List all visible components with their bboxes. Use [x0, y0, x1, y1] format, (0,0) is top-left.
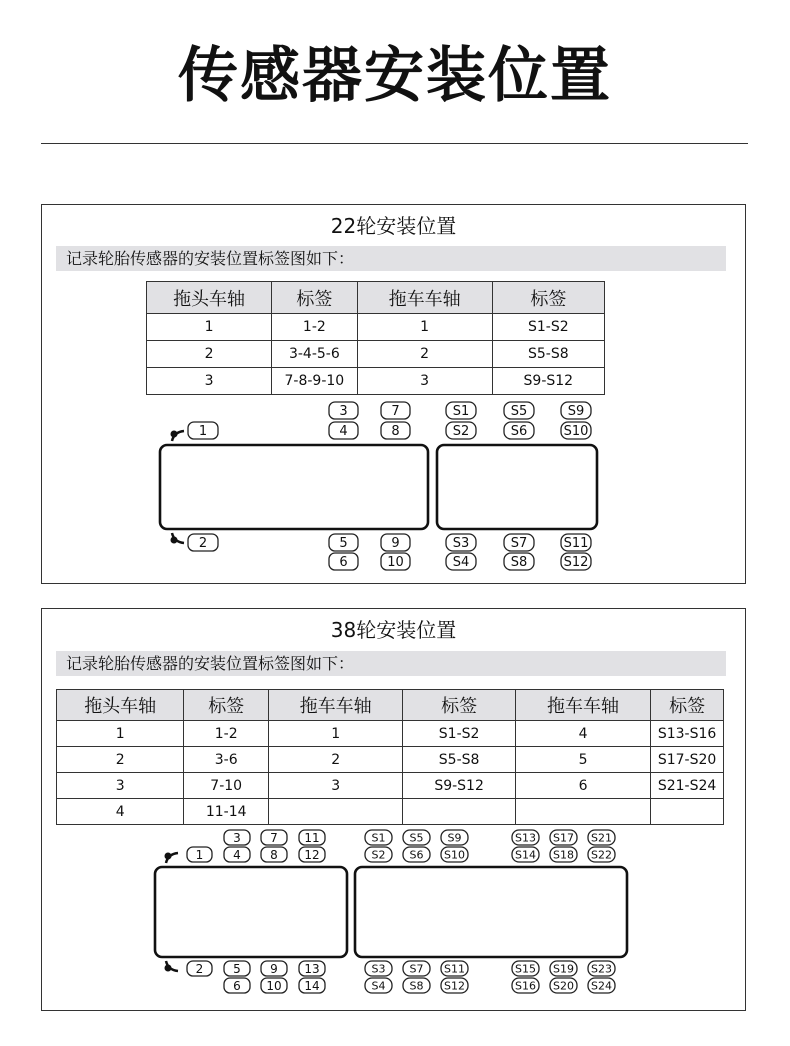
wheel-tag-label: 7	[391, 404, 400, 420]
front-wheel-dot	[165, 965, 172, 972]
wheel-tag	[365, 847, 392, 862]
table-cell: S9-S12	[403, 773, 516, 799]
table-cell: S5-S8	[403, 747, 516, 773]
wheel-tag	[403, 978, 430, 993]
wheel-tag	[561, 422, 591, 439]
table-22-wheel	[146, 281, 605, 395]
table-cell: 3-4-5-6	[272, 341, 357, 368]
wheel-tag	[446, 402, 476, 419]
header-label: 标签	[272, 282, 357, 314]
wheel-tag-label: 3	[339, 404, 348, 420]
wheel-tag	[299, 830, 325, 845]
wheel-tag	[561, 534, 591, 551]
wheel-tag-label: 14	[304, 978, 320, 993]
wheel-tag	[365, 830, 392, 845]
wheel-tag	[446, 553, 476, 570]
wheel-tag-label: S3	[452, 536, 470, 552]
table-cell: S13-S16	[651, 721, 724, 747]
table-cell: 2	[147, 341, 272, 368]
wheel-tag-label: S5	[510, 404, 528, 420]
wheel-tag	[504, 534, 534, 551]
wheel-tag	[588, 847, 615, 862]
wheel-tag	[299, 961, 325, 976]
wheel-tag	[512, 961, 539, 976]
table-row	[57, 747, 724, 773]
table-cell: S1-S2	[403, 721, 516, 747]
wheel-tag	[403, 847, 430, 862]
header-label: 标签	[651, 690, 724, 721]
wheel-tag	[512, 847, 539, 862]
wheel-tag-label: S6	[510, 424, 528, 440]
wheel-tag	[365, 961, 392, 976]
table-cell: S1-S2	[492, 314, 604, 341]
table-cell: 11-14	[184, 799, 269, 825]
wheel-tag	[329, 553, 358, 570]
wheel-tag-label: S12	[444, 979, 465, 993]
wheel-tag	[588, 978, 615, 993]
wheel-tag	[381, 553, 410, 570]
title-divider	[41, 143, 748, 144]
wheel-tag-label: S10	[563, 424, 589, 440]
table-cell: 2	[269, 747, 403, 773]
table-header-row	[57, 690, 724, 721]
wheel-tag-label: 12	[304, 847, 320, 862]
wheel-tag-label: 2	[198, 536, 208, 552]
wheel-tag	[504, 422, 534, 439]
table-header-row	[147, 282, 605, 314]
table-cell: 1	[269, 721, 403, 747]
wheel-tag-label: S15	[515, 962, 536, 976]
wheel-tag-label: 8	[270, 847, 278, 862]
wheel-tag	[446, 422, 476, 439]
wheel-tag-label: S1	[371, 831, 386, 845]
panel-22-title: 22轮安装位置	[330, 214, 457, 238]
panel-38-instruction: 记录轮胎传感器的安装位置标签图如下：	[56, 651, 726, 676]
wheel-tag-label: S4	[452, 555, 470, 571]
panel-38-title: 38轮安装位置	[330, 618, 457, 642]
header-trailer-axle: 拖车车轴	[357, 282, 492, 314]
wheel-tag-label: S2	[371, 848, 386, 862]
wheel-tag	[299, 847, 325, 862]
wheel-tag	[329, 402, 358, 419]
wheel-tag	[261, 961, 287, 976]
wheel-tag-label: S22	[591, 848, 612, 862]
wheel-tag	[512, 978, 539, 993]
header-label: 标签	[403, 690, 516, 721]
wheel-tag-label: 1	[198, 424, 208, 440]
table-cell: 1	[147, 314, 272, 341]
wheel-tag-label: S4	[371, 979, 386, 993]
wheel-tag	[403, 830, 430, 845]
wheel-tag	[261, 830, 287, 845]
wheel-tag-label: S14	[515, 848, 536, 862]
wheel-tag-label: 5	[233, 961, 241, 976]
wheel-tag-label: S24	[591, 979, 612, 993]
table-row	[147, 368, 605, 395]
table-cell: 3	[57, 773, 184, 799]
table-cell: 4	[57, 799, 184, 825]
wheel-tag	[224, 978, 250, 993]
table-cell: 7-8-9-10	[272, 368, 357, 395]
table-cell: 1	[357, 314, 492, 341]
wheel-tag-label: 1	[195, 847, 204, 862]
wheel-tag-label: S19	[553, 962, 574, 976]
wheel-tag	[329, 534, 358, 551]
wheel-tag	[224, 961, 250, 976]
wheel-tag	[441, 978, 468, 993]
wheel-tag	[261, 978, 287, 993]
wheel-tag-label: 3	[233, 830, 241, 845]
wheel-tag	[446, 534, 476, 551]
wheel-tag	[187, 847, 212, 862]
wheel-tag	[550, 847, 577, 862]
table-cell: 6	[515, 773, 650, 799]
wheel-tag-label: 7	[270, 830, 278, 845]
table-cell: 3	[357, 368, 492, 395]
wheel-tag	[441, 847, 468, 862]
wheel-tag	[299, 978, 325, 993]
wheel-tag-label: S16	[515, 979, 536, 993]
front-wheel-dot	[171, 537, 178, 544]
table-cell: 1	[57, 721, 184, 747]
wheel-tag	[588, 830, 615, 845]
wheel-tag	[188, 534, 218, 551]
wheel-tag	[441, 830, 468, 845]
wheel-tag-label: S5	[409, 831, 424, 845]
wheel-tag-label: S1	[452, 404, 470, 420]
table-cell: 3	[269, 773, 403, 799]
table-cell: S21-S24	[651, 773, 724, 799]
front-wheel-dot	[165, 853, 172, 860]
table-row	[57, 721, 724, 747]
wheel-tag-label: 9	[270, 961, 278, 976]
header-trailer-axle: 拖车车轴	[515, 690, 650, 721]
wheel-tag	[224, 847, 250, 862]
wheel-tag	[381, 534, 410, 551]
wheel-tag-label: 10	[387, 555, 404, 571]
table-cell: 1-2	[184, 721, 269, 747]
wheel-tag	[381, 422, 410, 439]
wheel-tag-label: S11	[444, 962, 465, 976]
panel-22-instruction: 记录轮胎传感器的安装位置标签图如下：	[56, 246, 726, 271]
wheel-tag-label: S18	[553, 848, 574, 862]
wheel-tag-label: S2	[452, 424, 470, 440]
wheel-tag-label: 2	[195, 961, 204, 976]
wheel-tag	[512, 830, 539, 845]
diagram-38-wheel	[42, 823, 745, 1013]
wheel-tag	[403, 961, 430, 976]
table-row	[147, 341, 605, 368]
wheel-tag-label: S10	[444, 848, 465, 862]
wheel-tag-label: S21	[591, 831, 612, 845]
wheel-tag-label: 11	[304, 830, 320, 845]
panel-22-wheel	[41, 204, 746, 584]
header-tractor-axle: 拖头车轴	[57, 690, 184, 721]
table-cell: 7-10	[184, 773, 269, 799]
header-label: 标签	[492, 282, 604, 314]
wheel-tag	[188, 422, 218, 439]
trailer-body	[355, 867, 627, 957]
wheel-tag	[504, 402, 534, 419]
wheel-tag	[504, 553, 534, 570]
wheel-tag-label: 4	[339, 424, 348, 440]
wheel-tag	[224, 830, 250, 845]
table-cell	[651, 799, 724, 825]
trailer-body	[437, 445, 597, 529]
table-cell: S5-S8	[492, 341, 604, 368]
wheel-tag-label: S8	[409, 979, 424, 993]
wheel-tag	[561, 402, 591, 419]
wheel-tag-label: S3	[371, 962, 386, 976]
panel-38-wheel	[41, 608, 746, 1011]
table-cell: 3-6	[184, 747, 269, 773]
wheel-tag-label: 4	[233, 847, 241, 862]
wheel-tag-label: S23	[591, 962, 612, 976]
wheel-tag-label: S6	[409, 848, 424, 862]
wheel-tag	[550, 978, 577, 993]
header-tractor-axle: 拖头车轴	[147, 282, 272, 314]
wheel-tag-label: S12	[563, 555, 589, 571]
table-cell: 4	[515, 721, 650, 747]
front-wheel-dot	[171, 431, 178, 438]
wheel-tag	[365, 978, 392, 993]
wheel-tag	[588, 961, 615, 976]
wheel-tag-label: S11	[563, 536, 589, 552]
wheel-tag	[261, 847, 287, 862]
tractor-body	[160, 445, 428, 529]
wheel-tag-label: 13	[304, 961, 320, 976]
wheel-tag	[550, 830, 577, 845]
wheel-tag	[187, 961, 212, 976]
wheel-tag-label: S7	[510, 536, 528, 552]
wheel-tag	[550, 961, 577, 976]
table-cell: 1-2	[272, 314, 357, 341]
wheel-tag-label: S8	[510, 555, 528, 571]
wheel-tag-label: S9	[447, 831, 462, 845]
header-label: 标签	[184, 690, 269, 721]
wheel-tag-label: S13	[515, 831, 536, 845]
table-38-wheel	[56, 689, 724, 825]
wheel-tag-label: S7	[409, 962, 424, 976]
wheel-tag-label: S17	[553, 831, 574, 845]
wheel-tag-label: 5	[339, 536, 348, 552]
wheel-tag	[329, 422, 358, 439]
table-cell: 2	[57, 747, 184, 773]
wheel-tag	[561, 553, 591, 570]
table-row	[57, 773, 724, 799]
table-row	[57, 799, 724, 825]
table-cell: S9-S12	[492, 368, 604, 395]
wheel-tag-label: 6	[339, 555, 348, 571]
wheel-tag-label: 8	[391, 424, 400, 440]
table-cell: 2	[357, 341, 492, 368]
wheel-tag-label: S20	[553, 979, 574, 993]
header-trailer-axle: 拖车车轴	[269, 690, 403, 721]
wheel-tag-label: 9	[391, 536, 400, 552]
wheel-tag-label: 6	[233, 978, 241, 993]
table-cell	[403, 799, 516, 825]
wheel-tag-label: S9	[567, 404, 585, 420]
table-cell	[269, 799, 403, 825]
table-row	[147, 314, 605, 341]
table-cell: 5	[515, 747, 650, 773]
page-title: 传感器安装位置	[178, 41, 612, 111]
tractor-body	[155, 867, 347, 957]
table-cell: S17-S20	[651, 747, 724, 773]
table-cell: 3	[147, 368, 272, 395]
wheel-tag	[381, 402, 410, 419]
wheel-tag	[441, 961, 468, 976]
wheel-tag-label: 10	[266, 978, 282, 993]
diagram-22-wheel	[42, 395, 745, 585]
table-cell	[515, 799, 650, 825]
